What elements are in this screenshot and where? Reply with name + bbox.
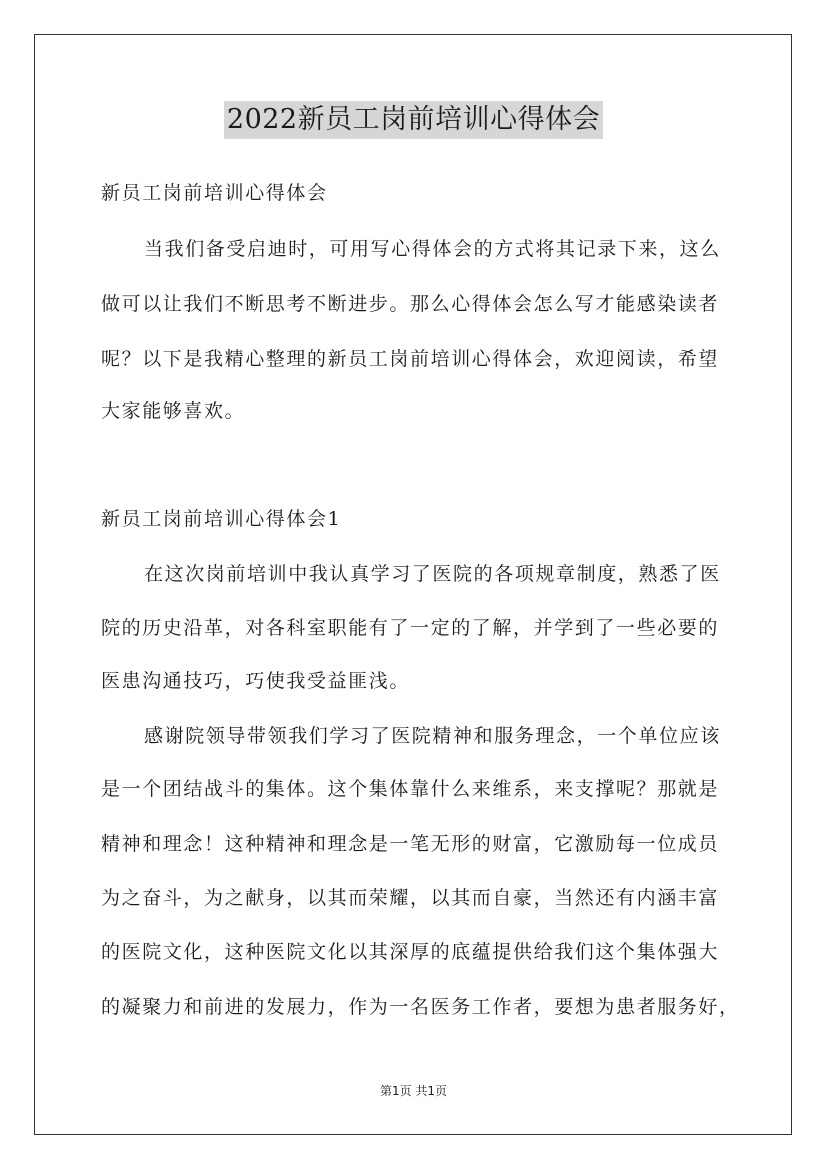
intro-line: 做可以让我们不断思考不断进步。那么心得体会怎么写才能感染读者	[101, 293, 720, 315]
section-heading: 新员工岗前培训心得体会1	[101, 508, 342, 530]
paragraph-line: 精神和理念！这种精神和理念是一笔无形的财富，它激励每一位成员	[101, 833, 720, 855]
paragraph-line: 感谢院领导带领我们学习了医院精神和服务理念，一个单位应该	[144, 725, 721, 747]
paragraph-line: 院的历史沿革，对各科室职能有了一定的了解，并学到了一些必要的	[101, 617, 720, 639]
intro-line: 呢？以下是我精心整理的新员工岗前培训心得体会，欢迎阅读，希望	[101, 348, 720, 370]
title-container	[0, 101, 827, 139]
paragraph-line: 的医院文化，这种医院文化以其深厚的底蕴提供给我们这个集体强大	[101, 941, 720, 963]
paragraph-line: 在这次岗前培训中我认真学习了医院的各项规章制度，熟悉了医	[144, 563, 721, 585]
paragraph-line: 的凝聚力和前进的发展力，作为一名医务工作者，要想为患者服务好，	[101, 996, 740, 1018]
document-title: 2022新员工岗前培训心得体会	[224, 101, 603, 139]
paragraph-line: 为之奋斗，为之献身，以其而荣耀，以其而自豪，当然还有内涵丰富	[101, 887, 720, 909]
paragraph-line: 是一个团结战斗的集体。这个集体靠什么来维系，来支撑呢？那就是	[101, 778, 720, 800]
intro-line: 当我们备受启迪时，可用写心得体会的方式将其记录下来，这么	[144, 238, 721, 260]
page-footer: 第1页 共1页	[379, 1084, 448, 1098]
subtitle: 新员工岗前培训心得体会	[101, 182, 328, 204]
intro-line: 大家能够喜欢。	[101, 400, 246, 422]
paragraph-line: 医患沟通技巧，巧使我受益匪浅。	[101, 670, 411, 692]
